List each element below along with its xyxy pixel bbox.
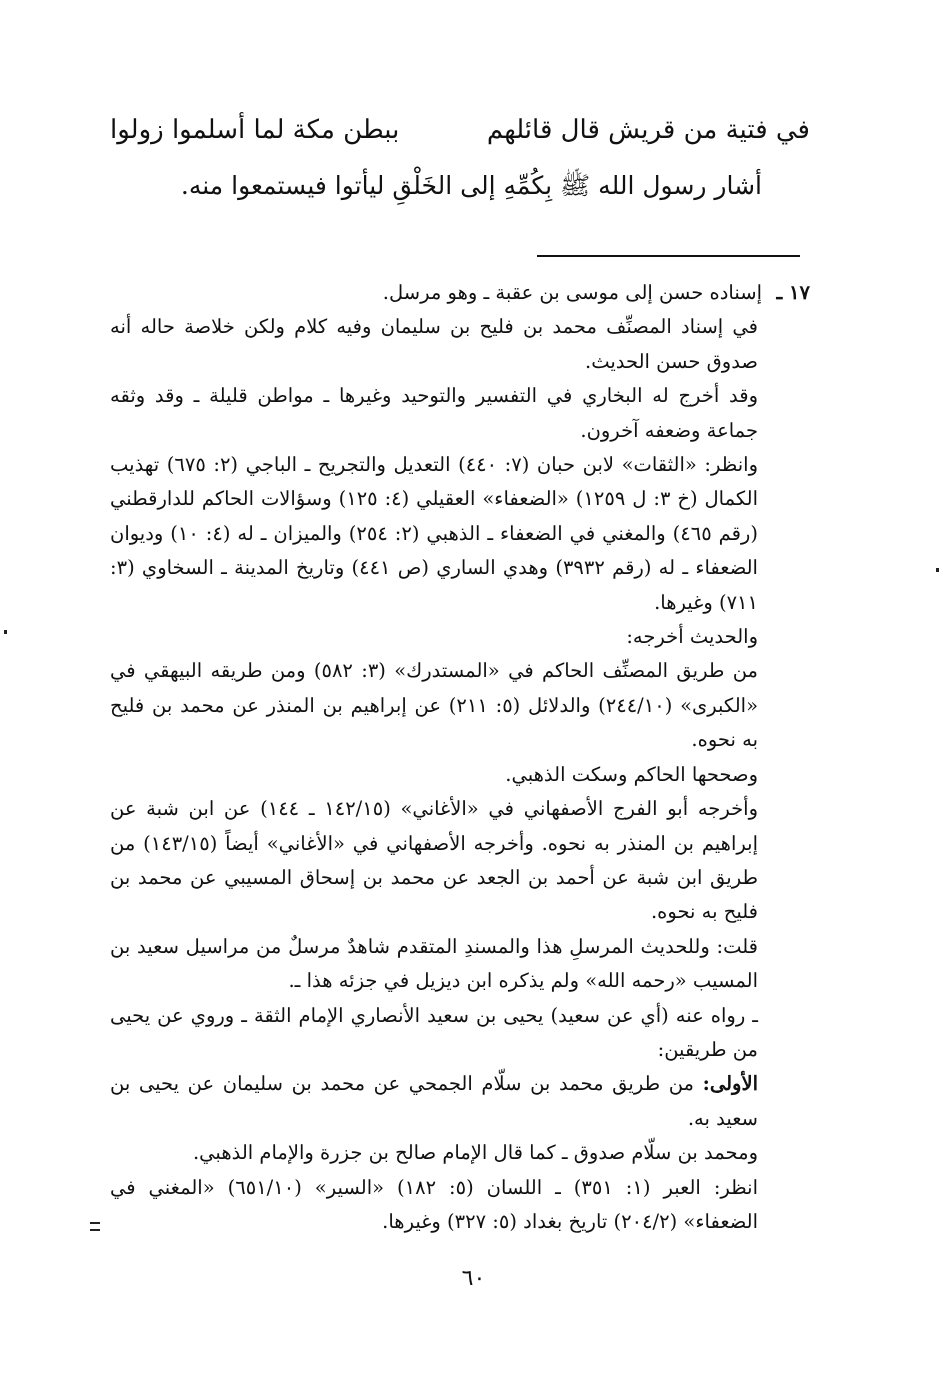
margin-mark <box>90 1222 100 1224</box>
footnote-header <box>110 276 810 310</box>
verse-second-hemistich: ببطن مكة لما أسلموا زولوا <box>110 115 400 145</box>
footnote-paragraph: وانظر: «الثقات» لابن حبان (٧: ٤٤٠) التعديل والتجريح ـ الباجي (٢: ٦٧٥) تهذيب الكمال (خ ٣: ل ١٢٥٩) «الضعفاء» العقيلي (٤: ١٢٥) وسؤالات الحاكم للدارقطني (رقم ٤٦٥) والمغني في الضعفاء ـ الذهبي (٢: ٢٥٤) والميزان ـ له (٤: ١٠) وديوان الضعفاء ـ له (رقم ٣٩٣٢) وهدي الساري (ص ٤٤١) وتاريخ المدينة ـ السخاوي (٣: ٧١١) وغيرها. <box>110 453 759 614</box>
footnote-paragraph: من طريق المصنِّف الحاكم في «المستدرك» (٣: ٥٨٢) ومن طريقه البيهقي في «الكبرى» (٢٤٤/١٠) والدلائل (٥: ٢١١) عن إبراهيم بن المنذر عن محمد بن فليح به نحوه. <box>110 659 758 752</box>
first-way-label: الأولى: <box>702 1072 758 1096</box>
footnote-paragraph: ـ رواه عنه (أي عن سعيد) يحيى بن سعيد الأنصاري الإمام الثقة ـ وروي عن يحيى من طريقين: <box>110 1003 758 1061</box>
margin-mark <box>936 568 939 572</box>
footnote-block <box>110 276 810 1239</box>
footnote-paragraph: وقد أخرج له البخاري في التفسير والتوحيد وغيرها ـ مواطن قليلة ـ وقد وثقه جماعة وضعفه آخرون. <box>110 384 758 442</box>
footnote-paragraph: انظر: العبر (١: ٣٥١) ـ اللسان (٥: ١٨٢) «السير» (٦٥١/١٠) «المغني في الضعفاء» (٢٠٤/٢) تاريخ بغداد (٥: ٣٢٧) وغيرها. <box>110 1175 758 1233</box>
footnote-head-text: إسناده حسن إلى موسى بن عقبة ـ وهو مرسل. <box>382 281 762 304</box>
poetry-verse <box>110 102 810 158</box>
verse-first-hemistich: في فتية من قريش قال قائلهم <box>486 115 810 145</box>
poem-block <box>110 102 810 214</box>
first-way-text: من طريق محمد بن سلّام الجمحي عن محمد بن سليمان عن يحيى بن سعيد به. <box>110 1072 758 1130</box>
margin-mark <box>90 1229 100 1231</box>
footnote-paragraph: قلت: وللحديث المرسلِ هذا والمسندِ المتقدم شاهدٌ مرسلٌ من مراسيل سعيد بن المسيب «رحمه الله» ولم يذكره ابن ديزيل في جزئه هذا ـ. <box>110 934 758 993</box>
footnote-paragraph: والحديث أخرجه: <box>626 625 758 649</box>
footnote-paragraph: ومحمد بن سلّام صدوق ـ كما قال الإمام صالح بن جزرة والإمام الذهبي. <box>192 1141 758 1165</box>
page-number: ٦٠ <box>461 1266 486 1291</box>
footnote-paragraph: في إسناد المصنِّف محمد بن فليح بن سليمان وفيه كلام ولكن خلاصة حاله أنه صدوق حسن الحديث. <box>110 315 758 373</box>
main-text-line: أشار رسول الله ﷺ بِكُمِّهِ إلى الخَلْقِ ليأتوا فيستمعوا منه. <box>180 171 762 200</box>
footnote-paragraph: وأخرجه أبو الفرج الأصفهاني في «الأغاني» (١٤٢/١٥ ـ ١٤٤) عن ابن شبة عن إبراهيم بن المنذر به نحوه. وأخرجه الأصفهاني في «الأغاني» أيضاً (١٤٣/١٥) من طريق ابن شبة عن أحمد بن الجعد عن محمد بن إسحاق المسيبي عن محمد بن فليح به نحوه. <box>110 797 758 924</box>
footnote-paragraph-first-way <box>110 1067 758 1136</box>
footnote-body <box>110 310 810 1239</box>
footnote-separator <box>537 255 800 257</box>
footnote-paragraph: وصححها الحاكم وسكت الذهبي. <box>505 762 758 786</box>
footnote-number: ١٧ ـ <box>776 281 810 304</box>
margin-mark <box>4 630 7 634</box>
